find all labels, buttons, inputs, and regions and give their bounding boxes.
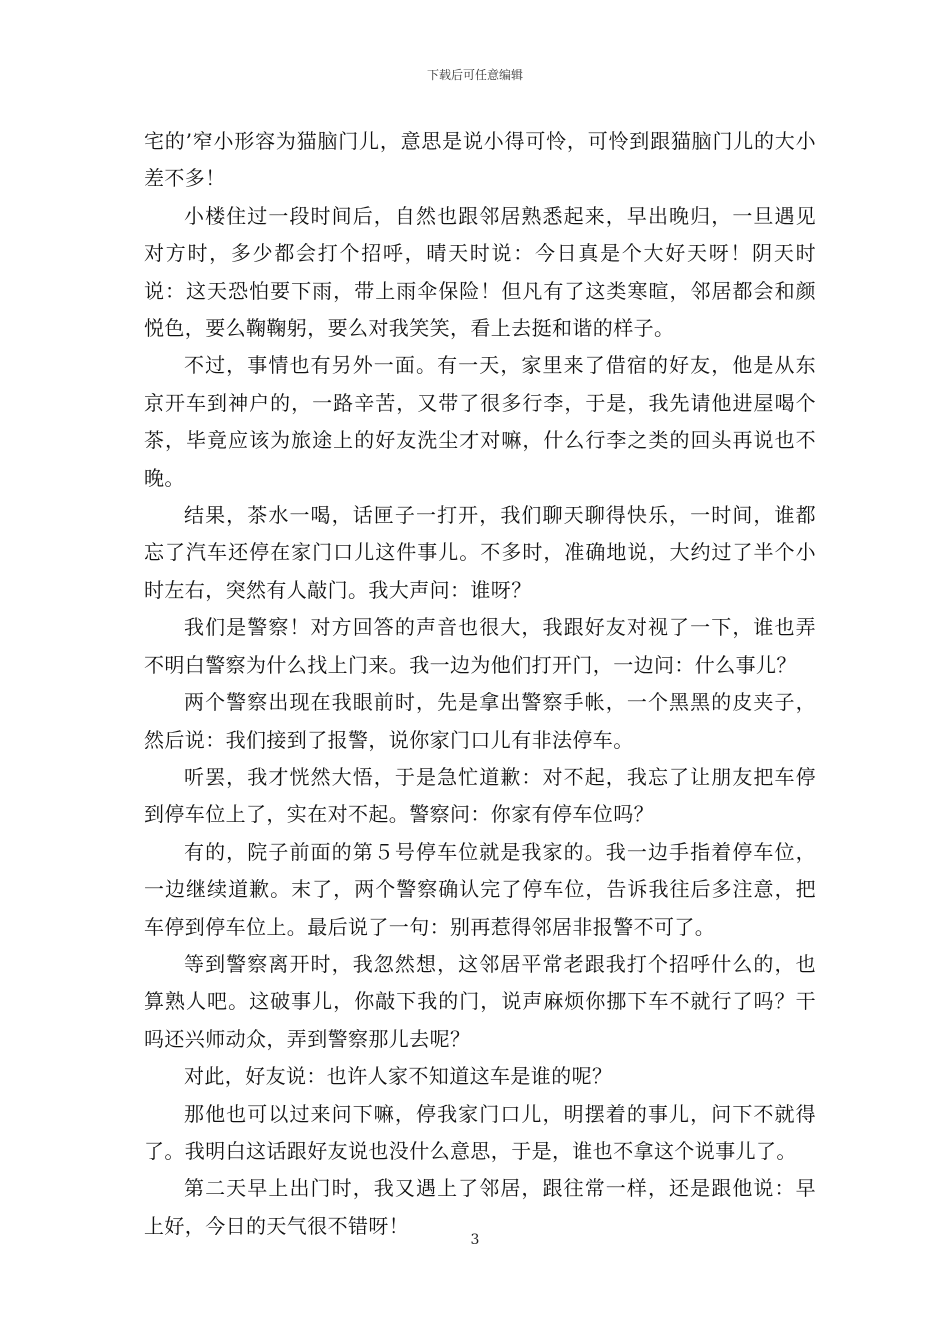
paragraph: 宅的’窄小形容为猫脑门儿，意思是说小得可怜，可怜到跟猫脑门儿的大小差不多！ [144,129,816,191]
page-header: 下载后可任意编辑 [426,68,523,82]
paragraph: 第二天早上出门时，我又遇上了邻居，跟往常一样，还是跟他说：早上好，今日的天气很不错呀！ [144,1176,816,1238]
paragraph: 听罢，我才恍然大悟，于是急忙道歉：对不起，我忘了让朋友把车停到停车位上了，实在对不起。警察问：你家有停车位吗？ [144,764,816,827]
paragraph: 结果，茶水一喝，话匣子一打开，我们聊天聊得快乐，一时间，谁都忘了汽车还停在家门口儿这件事儿。不多时，准确地说，大约过了半个小时左右，突然有人敲门。我大声问：谁呀？ [144,503,816,602]
paragraph: 不过，事情也有另外一面。有一天，家里来了借宿的好友，他是从东京开车到神户的，一路辛苦，又带了很多行李，于是，我先请他进屋喝个茶，毕竟应该为旅途上的好友洗尘才对嘛，什么行李之类的回头再说也不晚。 [144,353,816,490]
paragraph: 那他也可以过来问下嘛，停我家门口儿，明摆着的事儿，问下不就得了。我明白这话跟好友说也没什么意思，于是，谁也不拿这个说事儿了。 [144,1101,816,1163]
paragraph: 小楼住过一段时间后，自然也跟邻居熟悉起来，早出晚归，一旦遇见对方时，多少都会打个招呼，晴天时说：今日真是个大好天呀！阴天时说：这天恐怕要下雨，带上雨伞保险！但凡有了这类寒暄，邻居都会和颜悦色，要么鞠鞠躬，要么对我笑笑，看上去挺和谐的样子。 [144,203,816,341]
paragraph: 我们是警察！对方回答的声音也很大，我跟好友对视了一下，谁也弄不明白警察为什么找上门来。我一边为他们打开门，一边问：什么事儿？ [144,615,816,677]
paragraph: 两个警察出现在我眼前时，先是拿出警察手帐，一个黑黑的皮夹子，然后说：我们接到了报警，说你家门口儿有非法停车。 [144,690,816,752]
paragraph: 有的，院子前面的第５号停车位就是我家的。我一边手指着停车位，一边继续道歉。末了，两个警察确认完了停车位，告诉我往后多注意，把车停到停车位上。最后说了一句：别再惹得邻居非报警不可了。 [144,839,816,939]
page-number: 3 [470,1232,480,1248]
paragraph: 等到警察离开时，我忽然想，这邻居平常老跟我打个招呼什么的，也算熟人吧。这破事儿，你敲下我的门，说声麻烦你挪下车不就行了吗？干吗还兴师动众，弄到警察那儿去呢？ [144,951,816,1051]
document-body [144,123,816,1245]
paragraph: 对此，好友说：也许人家不知道这车是谁的呢？ [184,1064,613,1089]
